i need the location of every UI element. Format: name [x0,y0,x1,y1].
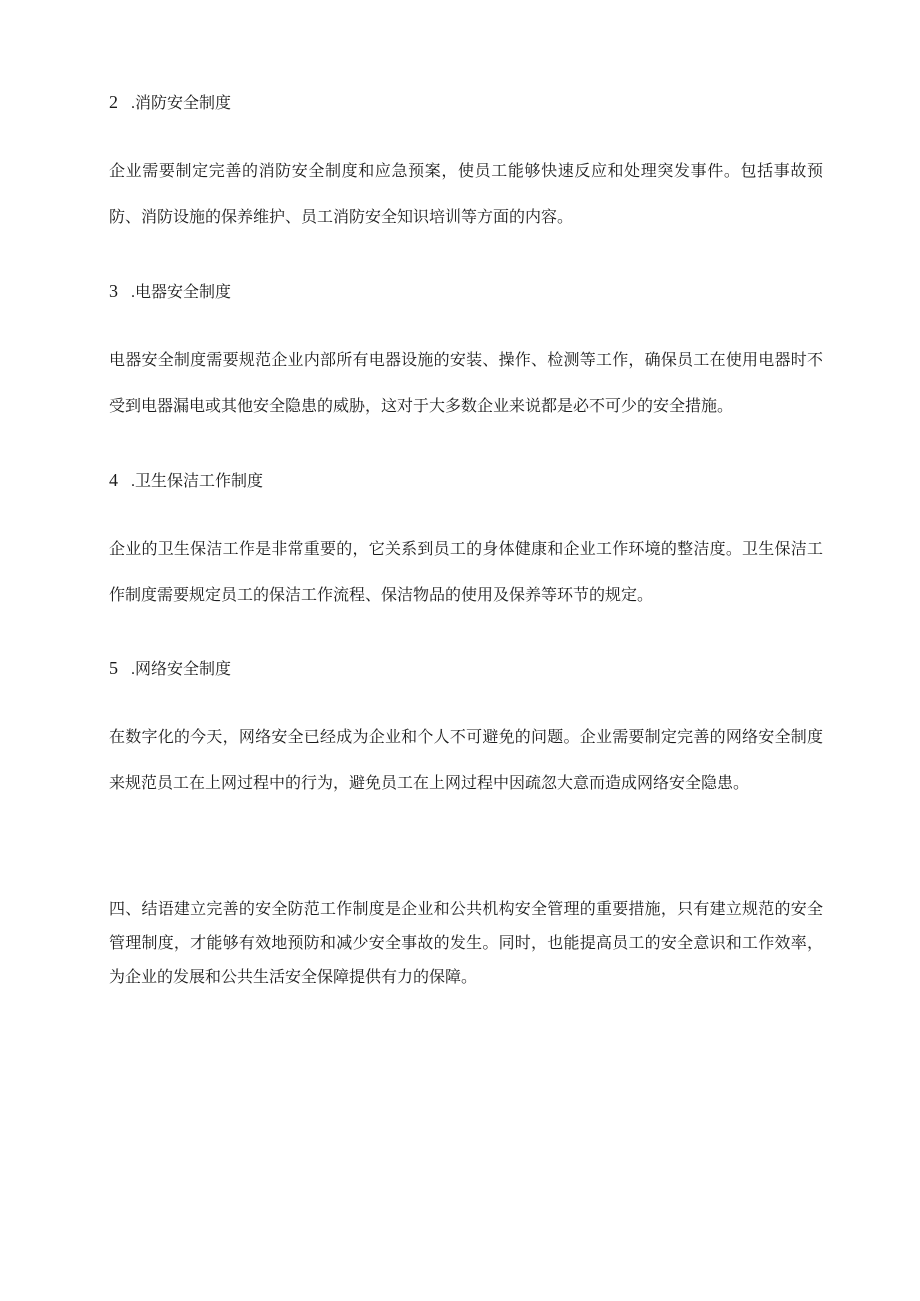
section-title: .电器安全制度 [131,284,232,301]
section-title: .卫生保洁工作制度 [131,473,264,490]
section-heading-3 [109,281,231,303]
section-number: 3 [109,281,118,301]
section-heading-5 [109,658,231,680]
section-number: 2 [109,92,118,112]
section-number: 4 [109,470,118,490]
section-body-2: 企业需要制定完善的消防安全制度和应急预案，使员工能够快速反应和处理突发事件。包括事故预防、消防设施的保养维护、员工消防安全知识培训等方面的内容。 [109,161,823,226]
section-heading-2 [109,92,231,114]
section-title: .网络安全制度 [131,661,232,678]
section-number: 5 [109,658,118,678]
conclusion-paragraph: 四、结语建立完善的安全防范工作制度是企业和公共机构安全管理的重要措施，只有建立规范的安全管理制度，才能够有效地预防和减少安全事故的发生。同时，也能提高员工的安全意识和工作效率，为企业的发展和公共生活安全保障提供有力的保障。 [109,899,823,986]
section-body-3: 电器安全制度需要规范企业内部所有电器设施的安装、操作、检测等工作，确保员工在使用电器时不受到电器漏电或其他安全隐患的威胁，这对于大多数企业来说都是必不可少的安全措施。 [109,350,823,415]
section-body-5: 在数字化的今天，网络安全已经成为企业和个人不可避免的问题。企业需要制定完善的网络安全制度来规范员工在上网过程中的行为，避免员工在上网过程中因疏忽大意而造成网络安全隐患。 [109,727,823,792]
section-body-4: 企业的卫生保洁工作是非常重要的，它关系到员工的身体健康和企业工作环境的整洁度。卫生保洁工作制度需要规定员工的保洁工作流程、保洁物品的使用及保养等环节的规定。 [109,539,823,604]
section-title: .消防安全制度 [131,95,232,112]
section-heading-4 [109,470,263,492]
